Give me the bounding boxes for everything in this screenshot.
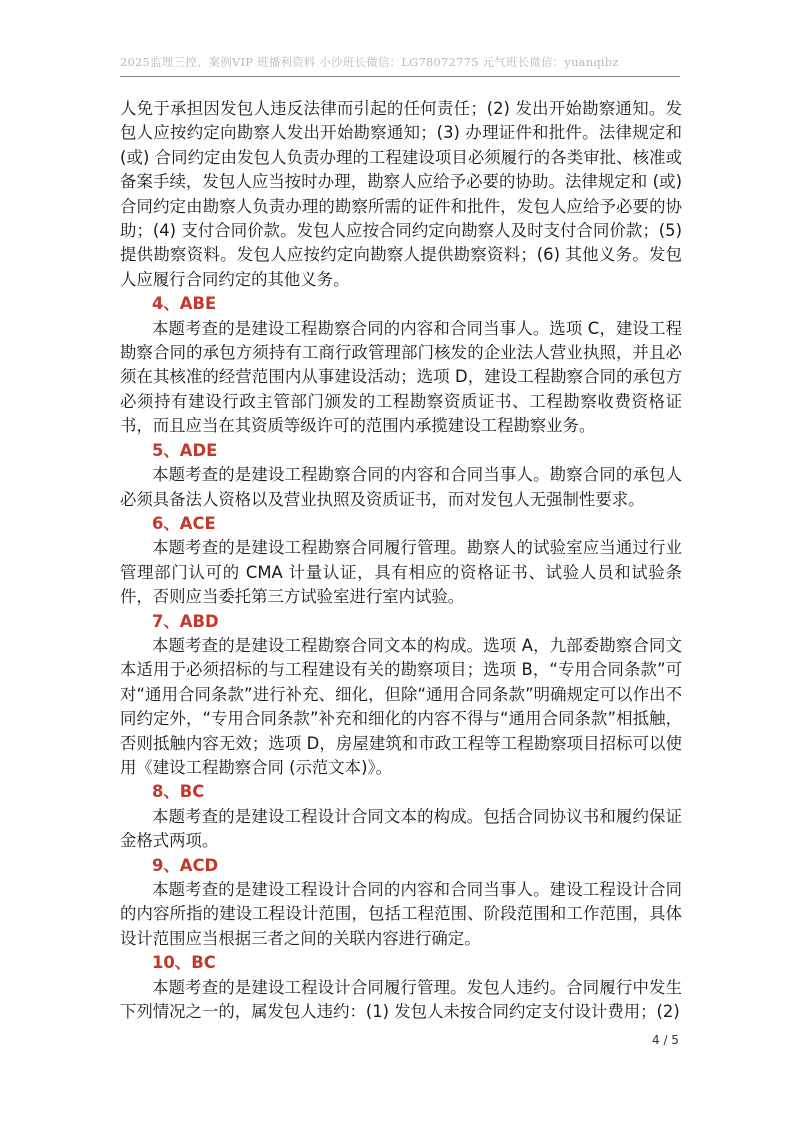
explanation-paragraph: 本题考查的是建设工程设计合同履行管理。发包人违约。合同履行中发生下列情况之一的，属发包人违约：(1) 发包人未按合同约定支付设计费用；(2)	[120, 977, 682, 1022]
answer-heading: 9、ACD	[152, 855, 219, 875]
explanation-paragraph: 本题考查的是建设工程勘察合同的内容和合同当事人。选项 C，建设工程勘察合同的承包方须持有工商行政管理部门核发的企业法人营业执照，并且必须在其核准的经营范围内从事建设活动；选项 D，建设工程勘察合同的承包方必须持有建设行政主管部门颁发的工程勘察资质证书、工程勘察收费资格证书，而且应当在其资质等级许可的范围内承揽建设工程勘察业务。	[120, 318, 682, 436]
explanation-paragraph: 本题考查的是建设工程勘察合同文本的构成。选项 A，九部委勘察合同文本适用于必须招标的与工程建设有关的勘察项目；选项 B，“专用合同条款”可对“通用合同条款”进行补充、细化，但除“通用合同条款”明确规定可以作出不同约定外，“专用合同条款”补充和细化的内容不得与“通用合同条款”相抵触，否则抵触内容无效；选项 D，房屋建筑和市政工程等工程勘察项目招标可以使用《建设工程勘察合同 (示范文本)》。	[120, 635, 682, 777]
explanation-paragraph: 本题考查的是建设工程设计合同的内容和合同当事人。建设工程设计合同的内容所指的建设工程设计范围，包括工程范围、阶段范围和工作范围，具体设计范围应当根据三者之间的关联内容进行确定。	[120, 880, 682, 948]
answer-heading: 8、BC	[152, 782, 205, 802]
explanation-paragraph: 本题考查的是建设工程设计合同文本的构成。包括合同协议书和履约保证金格式两项。	[120, 806, 682, 851]
document-body	[120, 97, 682, 1024]
answer-heading: 7、ABD	[152, 611, 219, 631]
explanation-paragraph: 人免于承担因发包人违反法律而引起的任何责任；(2) 发出开始勘察通知。发包人应按约定向勘察人发出开始勘察通知；(3) 办理证件和批件。法律规定和 (或) 合同约定由发包人负责办理的工程建设项目必须履行的各类审批、核准或备案手续，发包人应当按时办理，勘察人应给予必要的协助。法律规定和 (或) 合同约定由勘察人负责办理的勘察所需的证件和批件，发包人应给予必要的协助；(4) 支付合同价款。发包人应按合同约定向勘察人及时支付合同价款；(5) 提供勘察资料。发包人应按约定向勘察人提供勘察资料；(6) 其他义务。发包人应履行合同约定的其他义务。	[120, 99, 682, 289]
answer-heading: 6、ACE	[152, 513, 216, 533]
answer-heading: 10、BC	[152, 953, 216, 973]
page-number: 4 / 5	[652, 1033, 679, 1047]
answer-heading: 5、ADE	[152, 440, 218, 460]
header-divider	[120, 76, 680, 77]
explanation-paragraph: 本题考查的是建设工程勘察合同履行管理。勘察人的试验室应当通过行业管理部门认可的 CMA 计量认证，具有相应的资格证书、试验人员和试验条件，否则应当委托第三方试验室进行室内试验。	[120, 538, 682, 607]
page-header: 2025监理三控、案例VIP 班播利资料 小沙班长微信：LG78072775 元气班长微信：yuanqibz	[120, 55, 619, 69]
explanation-paragraph: 本题考查的是建设工程勘察合同的内容和合同当事人。勘察合同的承包人必须具备法人资格以及营业执照及资质证书，而对发包人无强制性要求。	[120, 465, 682, 509]
answer-heading: 4、ABE	[152, 294, 217, 314]
